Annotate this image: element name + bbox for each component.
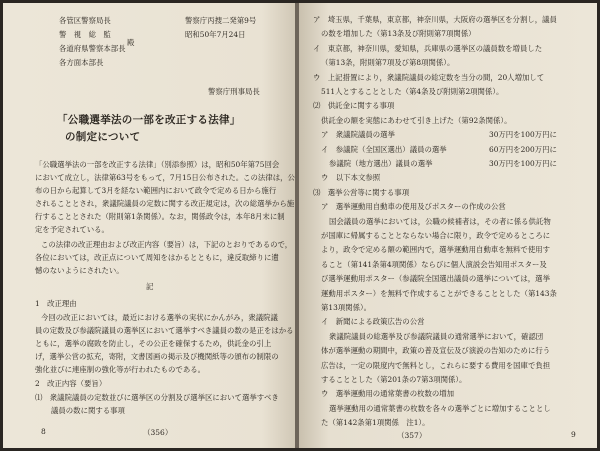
right-line: ア 埼玉県，千葉県，東京都，神奈川県，大阪府の選挙区を分割し，議員: [313, 15, 557, 24]
right-line: することとした（第201条の7第3項関係）。: [321, 375, 467, 384]
book-spread: [3, 3, 597, 448]
deposit-amount: 60万円を200万円に: [489, 144, 557, 154]
right-line: 国会議員の選挙においては，公職の候補者は，その者に係る供託物: [329, 216, 551, 226]
addressee-1: 各管区警察局長: [59, 16, 111, 25]
right-line: 第13項関係）。: [321, 303, 372, 312]
body-line: されることとされ，衆議院議員の定数に関する改正規定は，次の総選挙から施: [35, 199, 295, 208]
item-line: 2 改正内容（要旨）: [35, 379, 107, 388]
right-line: イ 参議院（全国区選出）議員の選挙: [321, 144, 447, 154]
book-page-right: （357）: [397, 431, 427, 440]
item-line: 今回の改正においては，最近における選挙の実状にかんがみ，衆議院議: [41, 313, 278, 322]
right-line: た（第142条第1項関係 注1）。: [321, 418, 430, 428]
right-line: ア 衆議院議員の選挙: [321, 130, 395, 140]
body-line: 行することとされた（附則第1条関係）。なお，関係政令は，本年8月末に制: [35, 212, 285, 221]
right-line: 体が選挙運動の期間中，政策の普及宣伝及び演説の告知のために行う: [321, 346, 551, 356]
reference-number: 警察庁丙捜二発第9号: [185, 16, 257, 25]
ki-heading: 記: [146, 282, 154, 291]
item-line: げ，選挙公営の拡充，寄附，文書図画の掲示及び機関紙等の頒布の制限の: [35, 352, 279, 361]
body-line: この法律の改正理由および改正内容（要旨）は，下記のとおりであるので，: [41, 240, 293, 249]
item-line: 議員の数に関する事項: [51, 406, 125, 415]
body-line: 「公職選挙法の一部を改正する法律」（別添参照）は，昭和50年第75回会: [35, 160, 280, 169]
item-line: ともに，選挙の腐敗を防止し，その公正を確保するため，供託金の引上: [35, 339, 272, 348]
document-title: 「公職選挙法の一部を改正する法律」: [57, 114, 241, 126]
issue-date: 昭和50年7月24日: [185, 30, 246, 39]
right-line: 衆議院議員の総選挙及び参議院議員の通常選挙において，確認団: [329, 331, 544, 341]
item-line: 強化並びに連座制の強化等が行われたものである。: [35, 365, 205, 374]
page-number-right: 9: [571, 430, 576, 439]
right-line: ること（第141条第4項関係）ならびに個人演説会告知用ポスター及: [321, 259, 547, 269]
right-line: が国庫に帰属することとならない場合に限り，政令で定めるところに: [321, 231, 551, 240]
right-line: ⑶ 選挙公営等に関する事項: [313, 187, 410, 197]
item-line: ⑴ 衆議院議員の定数並びに選挙区の分割及び選挙区において選挙すべき: [35, 393, 279, 402]
right-page: [299, 3, 597, 448]
body-line: 憾のないようにされたい。: [35, 266, 124, 275]
sender: 警察庁刑事局長: [208, 87, 260, 96]
right-line: 選挙運動用の通常葉書の枚数を各々の選挙ごとに増加することとし: [329, 403, 551, 413]
right-line: 運動用ポスター）を無料で作成することができることとした（第143条: [321, 288, 557, 298]
addressee-3: 各道府県警察本部長: [59, 44, 126, 53]
right-line: 511人とすることとした（第4条及び附則第2項関係）。: [321, 87, 504, 96]
right-line: より，政令で定める額の範囲内で，選挙運動用自動車を無料で使用す: [321, 245, 550, 255]
deposit-amount: 30万円を100万円に: [489, 130, 557, 140]
right-line: ウ 選挙運動用の通常葉書の枚数の増加: [321, 389, 455, 399]
right-line: 参議院（地方選出）議員の選挙: [329, 159, 433, 168]
right-line: ウ 以下本文参照: [321, 173, 381, 183]
body-line: 各位においては，改正点について周知をはかるとともに，違反取締りに遺: [35, 253, 279, 262]
right-line: イ 東京都，神奈川県，愛知県，兵庫県の選挙区の議員数を増員した: [313, 43, 543, 53]
addressee-4: 各方面本部長: [59, 58, 104, 67]
deposit-amount: 30万円を100万円に: [489, 159, 557, 168]
document-title-line2: の制定について: [65, 131, 141, 143]
item-line: 員の定数及び参議院議員の選挙区において選挙すべき議員の数の是正をはかる: [35, 326, 294, 335]
item-line: 1 改正理由: [35, 299, 77, 308]
body-line: 布の日から起算して3月を経ない範囲内において政令で定める日から施行: [35, 186, 277, 195]
right-line: イ 新聞による政策広告の公営: [321, 317, 425, 327]
right-line: の数を増加した（第13条及び附則第7項関係）: [321, 29, 476, 39]
addressee-2: 警 視 総 監: [59, 30, 111, 39]
page-number-left: 8: [41, 427, 46, 436]
right-line: 供託金の額を実態にあわせて引き上げた（第92条関係）。: [321, 115, 512, 125]
book-page-left: （356）: [143, 428, 173, 437]
left-page: [3, 3, 297, 448]
body-line: 定を予定されている。: [35, 225, 109, 234]
right-line: （第13条，附則第7項及び第8項関係）。: [321, 58, 455, 68]
right-line: ア 選挙運動用自動車の使用及びポスターの作成の公営: [321, 202, 506, 212]
right-line: ⑵ 供託金に関する事項: [313, 101, 395, 111]
right-line: ウ 上記措置により，衆議院議員の総定数を当分の間，20人増加して: [313, 72, 545, 82]
right-line: び選挙運動用ポスター（参議院全国選出議員の選挙については，選挙: [321, 274, 550, 284]
right-line: 広告は，一定の限度内で無料とし，これらに要する費用を国庫で負担: [321, 360, 551, 370]
addressee-suffix: 殿: [127, 38, 135, 47]
body-line: において成立し，法律第63号をもって，7月15日公布された。この法律は，公: [35, 173, 295, 182]
